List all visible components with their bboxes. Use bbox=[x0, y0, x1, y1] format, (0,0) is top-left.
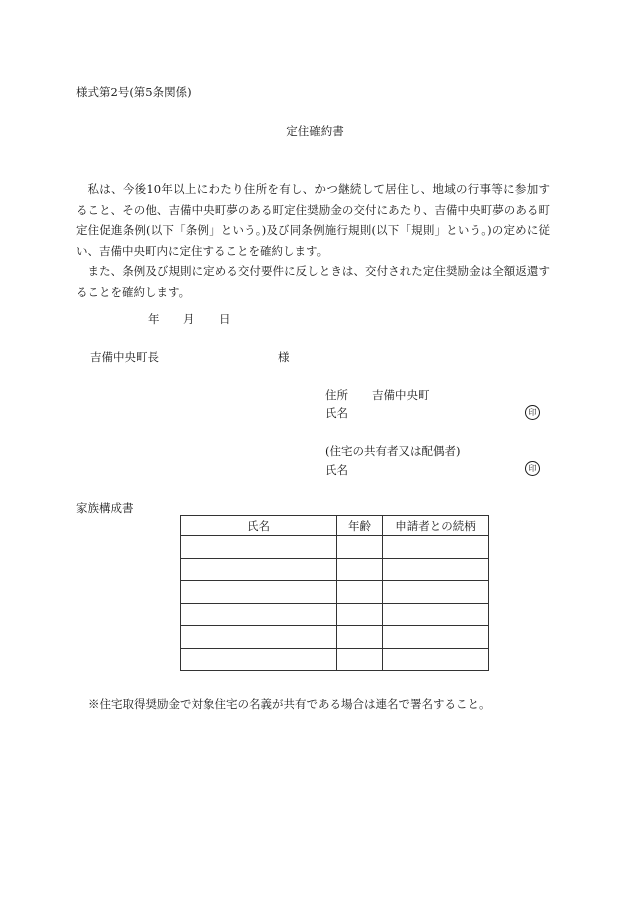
cell-name[interactable] bbox=[181, 603, 337, 626]
pledge-body bbox=[76, 179, 550, 303]
pledge-paragraph-1: 私は、今後10年以上にわたり住所を有し、かつ継続して居住し、地域の行事等に参加すること、その他、吉備中央町夢のある町定住奨励金の交付にあたり、吉備中央町夢のある町定住促進条例(以下「条例」という。)及び同条例施行規則(以下「規則」という。)の定めに従い、吉備中央町内に定住することを確約します。 bbox=[76, 182, 550, 258]
column-header-age: 年齢 bbox=[337, 516, 383, 536]
family-section-title: 家族構成書 bbox=[76, 501, 134, 515]
cell-name[interactable] bbox=[181, 558, 337, 581]
table-row bbox=[181, 536, 489, 559]
co-owner-name-label: 氏名 bbox=[325, 463, 348, 477]
address-label: 住所 bbox=[325, 388, 348, 402]
date-year-label: 年 bbox=[148, 312, 160, 326]
date-month-label: 月 bbox=[183, 312, 195, 326]
pledge-paragraph-2: また、条例及び規則に定める交付要件に反しときは、交付された定住奨励金は全額返還することを確約します。 bbox=[76, 264, 550, 299]
cell-name[interactable] bbox=[181, 626, 337, 649]
addressee-honorific: 様 bbox=[278, 350, 290, 364]
cell-relationship[interactable] bbox=[383, 558, 489, 581]
column-header-name: 氏名 bbox=[181, 516, 337, 536]
table-row bbox=[181, 648, 489, 671]
co-owner-heading: (住宅の共有者又は配偶者) bbox=[325, 444, 461, 458]
family-table-header bbox=[181, 516, 489, 536]
document-title: 定住確約書 bbox=[286, 124, 344, 138]
cell-name[interactable] bbox=[181, 581, 337, 604]
table-row bbox=[181, 603, 489, 626]
cell-relationship[interactable] bbox=[383, 626, 489, 649]
cell-age[interactable] bbox=[337, 536, 383, 559]
cell-name[interactable] bbox=[181, 536, 337, 559]
applicant-name-label: 氏名 bbox=[325, 406, 348, 420]
cell-age[interactable] bbox=[337, 581, 383, 604]
table-row bbox=[181, 558, 489, 581]
cell-name[interactable] bbox=[181, 648, 337, 671]
address-value: 吉備中央町 bbox=[372, 388, 430, 402]
cell-age[interactable] bbox=[337, 626, 383, 649]
cell-relationship[interactable] bbox=[383, 581, 489, 604]
cell-relationship[interactable] bbox=[383, 536, 489, 559]
cell-relationship[interactable] bbox=[383, 603, 489, 626]
cell-age[interactable] bbox=[337, 648, 383, 671]
form-number: 様式第2号(第5条関係) bbox=[76, 85, 192, 99]
family-table bbox=[180, 515, 489, 671]
co-ownership-note: ※住宅取得奨励金で対象住宅の名義が共有である場合は連名で署名すること。 bbox=[88, 697, 491, 711]
cell-age[interactable] bbox=[337, 603, 383, 626]
seal-mark: 印 bbox=[525, 461, 540, 476]
cell-relationship[interactable] bbox=[383, 648, 489, 671]
table-row bbox=[181, 626, 489, 649]
cell-age[interactable] bbox=[337, 558, 383, 581]
column-header-relationship: 申請者との続柄 bbox=[383, 516, 489, 536]
addressee-name: 吉備中央町長 bbox=[90, 350, 159, 364]
date-day-label: 日 bbox=[219, 312, 231, 326]
table-row bbox=[181, 581, 489, 604]
seal-mark: 印 bbox=[525, 405, 540, 420]
